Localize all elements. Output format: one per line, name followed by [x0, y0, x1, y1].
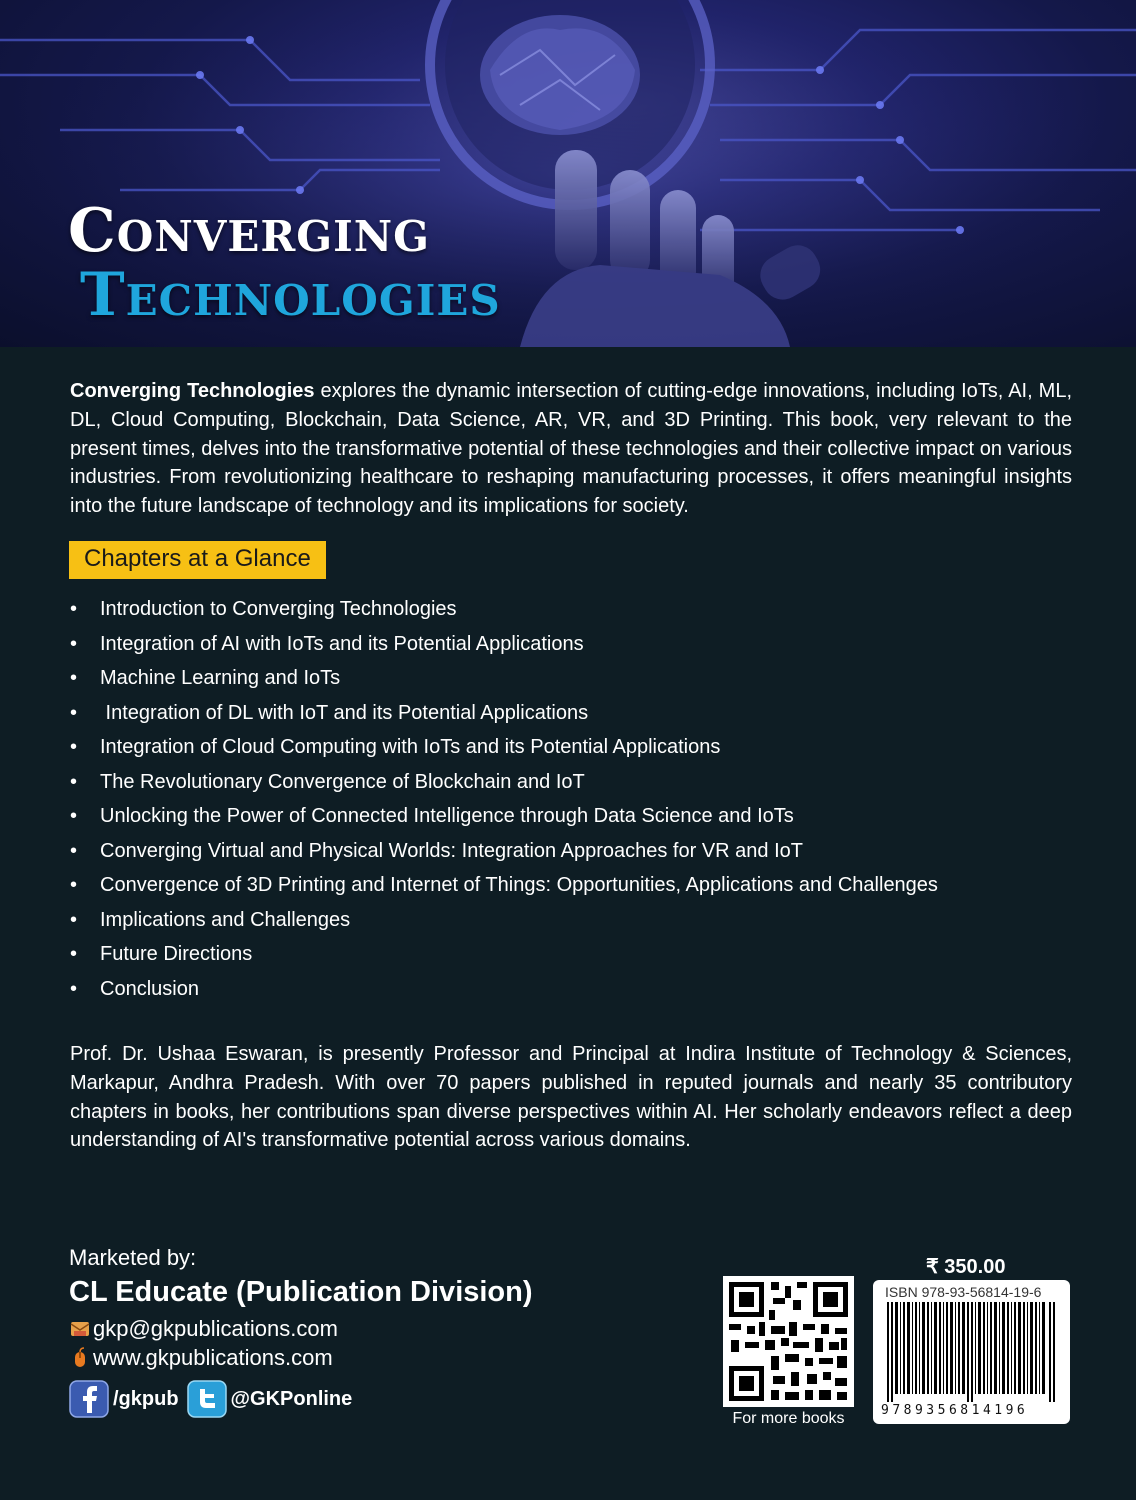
- facebook-icon[interactable]: [69, 1380, 109, 1418]
- mail-icon: [69, 1318, 91, 1340]
- mouse-icon: [69, 1347, 91, 1369]
- email-row: [69, 1316, 338, 1342]
- qr-code-icon: [723, 1276, 854, 1407]
- twitter-handle[interactable]: @GKPonline: [230, 1387, 353, 1410]
- chapter-item: • Integration of AI with IoTs and its Potential Applications: [70, 632, 584, 655]
- book-description: [70, 377, 1072, 521]
- author-bio: Prof. Dr. Ushaa Eswaran, is presently Professor and Principal at Indira Institute of Technology & Sciences, Markapur, Andhra Pradesh. With over 70 papers published in reputed journals and nearly 35 contributory chapters in books, her contributions span diverse perspectives within AI. Her scholarly endeavors reflect a deep understanding of AI's transformative potential across various domains.: [70, 1043, 1072, 1152]
- book-title-line2: Technologies: [80, 260, 501, 330]
- chapter-item: • Introduction to Converging Technologies: [70, 598, 457, 620]
- qr-caption: For more books: [732, 1410, 845, 1427]
- website-link[interactable]: www.gkpublications.com: [93, 1345, 333, 1370]
- description-lead: Converging Technologies: [70, 380, 315, 402]
- chapters-heading: Chapters at a Glance: [69, 541, 326, 579]
- chapter-item: • The Revolutionary Convergence of Blockchain and IoT: [70, 770, 585, 793]
- chapter-item: • Machine Learning and IoTs: [70, 667, 341, 689]
- chapter-item: • Integration of Cloud Computing with IoTs and its Potential Applications: [70, 736, 721, 758]
- publisher-name: CL Educate (Publication Division): [69, 1276, 533, 1308]
- price: ₹ 350.00: [926, 1256, 1006, 1278]
- chapter-item: • Implications and Challenges: [70, 908, 351, 931]
- isbn-number: ISBN 978-93-56814-19-6: [885, 1284, 1042, 1300]
- social-row: [69, 1380, 352, 1418]
- chapter-list: [70, 592, 1070, 1006]
- website-row: [69, 1345, 333, 1371]
- chapter-item: • Converging Virtual and Physical Worlds: Integration Approaches for VR and IoT: [70, 839, 803, 862]
- chapter-item: • Unlocking the Power of Connected Intelligence through Data Science and IoTs: [70, 805, 794, 827]
- barcode-icon: [885, 1302, 1058, 1402]
- email-link[interactable]: gkp@gkpublications.com: [93, 1316, 338, 1341]
- facebook-handle[interactable]: /gkpub: [113, 1387, 179, 1410]
- hero-banner: [0, 0, 1136, 347]
- barcode-digits: 9789356814196: [881, 1403, 1029, 1418]
- chapter-item: • Integration of DL with IoT and its Potential Applications: [70, 701, 589, 724]
- marketed-by-label: Marketed by:: [69, 1245, 197, 1270]
- isbn-barcode: [873, 1280, 1070, 1424]
- description-text: explores the dynamic intersection of cutting-edge innovations, including IoTs, AI, ML, DL, Cloud Computing, Blockchain, Data Science, AR, VR, and 3D Printing. This book, very relevant to the present times, delves into the transformative potential of these technologies and their collective impact on various industries. From revolutionizing healthcare to reshaping manufacturing processes, it offers meaningful insights into the future landscape of technology and its implications for society.: [70, 380, 1072, 518]
- book-title-line1: Converging: [68, 196, 431, 266]
- chapter-item: • Convergence of 3D Printing and Internet of Things: Opportunities, Applications and Challenges: [70, 874, 938, 896]
- chapter-item: • Future Directions: [70, 943, 253, 965]
- chapter-item: • Conclusion: [70, 977, 199, 1000]
- twitter-icon[interactable]: [187, 1380, 227, 1418]
- qr-code[interactable]: [723, 1276, 854, 1407]
